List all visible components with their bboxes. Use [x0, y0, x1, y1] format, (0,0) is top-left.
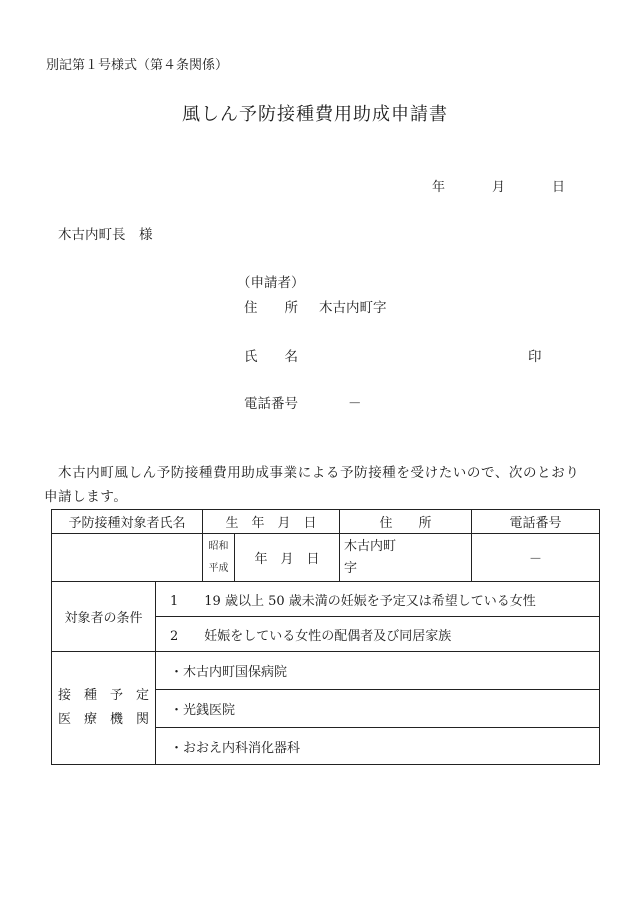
conditions-row-1: [52, 582, 600, 617]
clinic-2: ・光銭医院: [156, 690, 600, 728]
clinic-3: ・おおえ内科消化器科: [156, 728, 600, 765]
clinics-label-line-2: 医 療 機 関: [57, 712, 149, 727]
conditions-label: 対象者の条件: [52, 582, 156, 652]
phone-value: －: [348, 396, 362, 412]
date-month: 月: [492, 180, 506, 195]
clinics-label-line-1: 接 種 予 定: [57, 688, 149, 703]
subject-address-aza: 字: [344, 560, 358, 576]
clinic-row-1: [52, 652, 600, 690]
address-value: 木古内町字: [319, 300, 387, 316]
condition-2: 2 妊娠をしている女性の配偶者及び同居家族: [156, 617, 600, 652]
era-heisei: 平成: [208, 562, 229, 574]
subject-phone-cell[interactable]: －: [472, 534, 600, 582]
phone-label: 電話番号: [244, 396, 298, 412]
subject-address-cell[interactable]: [340, 534, 472, 582]
era-cell: [203, 534, 235, 582]
subject-address-town: 木古内町: [344, 538, 397, 554]
intro-text: 木古内町風しん予防接種費用助成事業による予防接種を受けたいので、次のとおり申請します。: [44, 465, 580, 505]
form-number: 別記第１号様式（第４条関係）: [46, 58, 229, 73]
seal-mark: 印: [528, 349, 542, 365]
era-showa: 昭和: [208, 540, 229, 552]
subject-name-cell[interactable]: [52, 534, 203, 582]
clinics-label: [52, 652, 156, 765]
table-row: [52, 534, 600, 582]
header-address: 住 所: [340, 510, 472, 534]
recipient: 木古内町長 様: [58, 227, 153, 243]
birth-date-cell[interactable]: 年 月 日: [235, 534, 340, 582]
table-header-row: [52, 510, 600, 534]
header-phone: 電話番号: [472, 510, 600, 534]
condition-1: 1 19 歳以上 50 歳未満の妊娠を予定又は希望している女性: [156, 582, 600, 617]
date-year: 年: [432, 180, 446, 195]
application-table: [51, 509, 600, 765]
date-day: 日: [552, 180, 566, 195]
document-title: 風しん予防接種費用助成申請書: [182, 104, 448, 125]
address-label: 住 所: [244, 300, 298, 316]
header-birth: 生 年 月 日: [203, 510, 340, 534]
clinic-1: ・木古内町国保病院: [156, 652, 600, 690]
name-label: 氏 名: [244, 349, 298, 365]
applicant-label: （申請者）: [237, 275, 305, 291]
header-name: 予防接種対象者氏名: [52, 510, 203, 534]
